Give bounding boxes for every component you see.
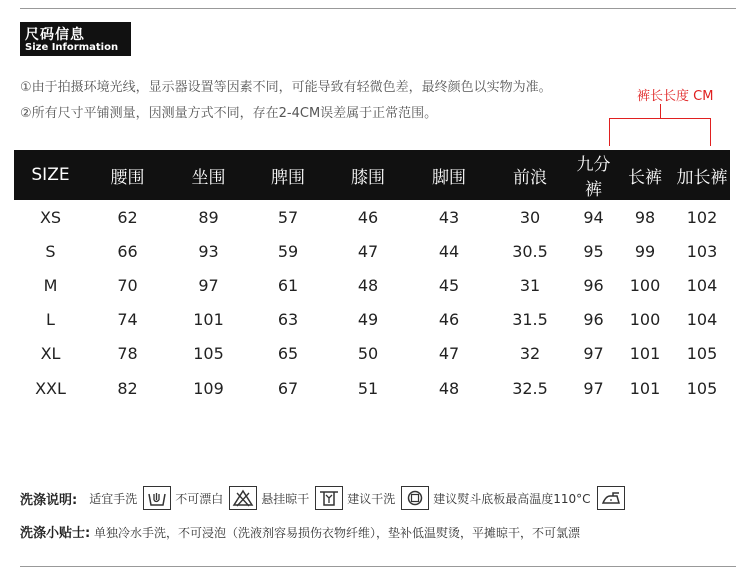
table-cell: 45	[438, 275, 460, 295]
washing-tips	[20, 522, 580, 541]
column-header: 脚围	[409, 150, 489, 200]
table-cell: 61	[277, 275, 299, 295]
table-cell: 51	[357, 378, 379, 398]
table-cell: 78	[117, 344, 138, 364]
table-cell: 96	[583, 275, 604, 295]
table-row	[14, 200, 730, 234]
table-row	[14, 303, 730, 337]
table-cell: 49	[357, 310, 379, 330]
table-row	[14, 268, 730, 302]
care-item-label: 建议熨斗底板最高温度110°C	[433, 491, 591, 506]
table-cell: 101	[629, 344, 661, 364]
table-cell: 31.5	[512, 310, 548, 330]
size-table	[14, 150, 730, 405]
table-cell: 30.5	[512, 241, 548, 261]
annotation-bracket-stem	[660, 104, 661, 118]
care-item-label: 不可漂白	[175, 491, 224, 506]
table-cell: M	[43, 275, 58, 295]
pants-length-annotation: 裤长长度 CM	[637, 89, 714, 104]
hand-wash-icon	[143, 486, 171, 510]
no-bleach-icon	[229, 486, 257, 510]
table-cell: 105	[193, 344, 224, 364]
table-cell: 97	[583, 378, 604, 398]
table-cell: 59	[277, 241, 299, 261]
table-cell: 98	[634, 207, 656, 227]
care-label: 洗涤说明:	[20, 492, 78, 508]
table-cell: XXL	[35, 378, 66, 398]
table-cell: 89	[198, 207, 219, 227]
table-cell: L	[46, 310, 55, 330]
table-cell: 82	[117, 378, 138, 398]
table-cell: 62	[117, 207, 138, 227]
table-cell: 31	[519, 275, 541, 295]
table-cell: 102	[686, 207, 718, 227]
table-header-row	[14, 150, 730, 200]
table-cell: 94	[583, 207, 604, 227]
table-cell: 47	[438, 344, 460, 364]
table-cell: 96	[583, 310, 604, 330]
column-header: 长裤	[616, 150, 674, 200]
care-item-label: 悬挂晾干	[261, 491, 310, 506]
table-cell: 99	[634, 241, 656, 261]
table-cell: 57	[277, 207, 299, 227]
table-cell: 103	[686, 241, 718, 261]
column-header: 脾围	[249, 150, 327, 200]
table-cell: 50	[357, 344, 379, 364]
table-cell: 74	[117, 310, 138, 330]
table-cell: 46	[357, 207, 379, 227]
table-row	[14, 234, 730, 268]
table-cell: 48	[438, 378, 460, 398]
table-cell: 47	[357, 241, 379, 261]
care-instructions	[20, 485, 625, 511]
column-header: 九分裤	[571, 150, 616, 200]
table-cell: 101	[193, 310, 224, 330]
table-cell: 44	[438, 241, 460, 261]
table-cell: 97	[583, 344, 604, 364]
table-cell: 67	[277, 378, 299, 398]
table-cell: 32	[519, 344, 541, 364]
table-cell: 109	[193, 378, 224, 398]
column-header: 加长裤	[674, 150, 730, 200]
top-divider	[20, 8, 736, 9]
table-cell: 104	[686, 310, 718, 330]
column-header: 膝围	[327, 150, 409, 200]
header-title-cn: 尺码信息	[25, 27, 85, 43]
dry-clean-icon	[401, 486, 429, 510]
column-header: 坐围	[168, 150, 249, 200]
iron-icon	[597, 486, 625, 510]
note-color-difference: ①由于拍摄环境光线，显示器设置等因素不同，可能导致有轻微色差，最终颜色以实物为准。	[20, 80, 552, 95]
note-measurement-error: ②所有尺寸平铺测量，因测量方式不同，存在2-4CM误差属于正常范围。	[20, 106, 438, 121]
header-title-en: Size Information	[25, 42, 119, 53]
table-cell: 105	[686, 378, 718, 398]
tips-text: 单独冷水手洗，不可浸泡（洗液剂容易损伤衣物纤维），垫补低温熨烫，平摊晾干，不可氯漂	[94, 526, 581, 540]
table-cell: 66	[117, 241, 138, 261]
table-cell: 65	[277, 344, 299, 364]
bottom-divider	[20, 566, 736, 567]
table-cell: 101	[629, 378, 661, 398]
size-info-header	[20, 22, 131, 56]
table-cell: XS	[39, 207, 62, 227]
table-cell: 105	[686, 344, 718, 364]
tips-label: 洗涤小贴士:	[20, 526, 91, 541]
table-cell: S	[45, 241, 56, 261]
table-row	[14, 337, 730, 371]
table-cell: 93	[198, 241, 219, 261]
table-cell: 43	[438, 207, 460, 227]
table-cell: 70	[117, 275, 138, 295]
table-cell: 63	[277, 310, 299, 330]
table-cell: 48	[357, 275, 379, 295]
column-header: 腰围	[87, 150, 168, 200]
table-cell: 95	[583, 241, 604, 261]
table-cell: XL	[40, 344, 61, 364]
annotation-bracket	[609, 118, 711, 146]
table-cell: 46	[438, 310, 460, 330]
table-cell: 30	[519, 207, 541, 227]
care-item-label: 适宜手洗	[89, 491, 138, 506]
table-cell: 100	[629, 310, 661, 330]
care-item-label: 建议干洗	[347, 491, 396, 506]
table-row	[14, 371, 730, 405]
column-header: SIZE	[14, 150, 87, 200]
table-cell: 97	[198, 275, 219, 295]
table-cell: 104	[686, 275, 718, 295]
table-cell: 100	[629, 275, 661, 295]
hang-dry-icon	[315, 486, 343, 510]
column-header: 前浪	[489, 150, 571, 200]
table-cell: 32.5	[512, 378, 548, 398]
